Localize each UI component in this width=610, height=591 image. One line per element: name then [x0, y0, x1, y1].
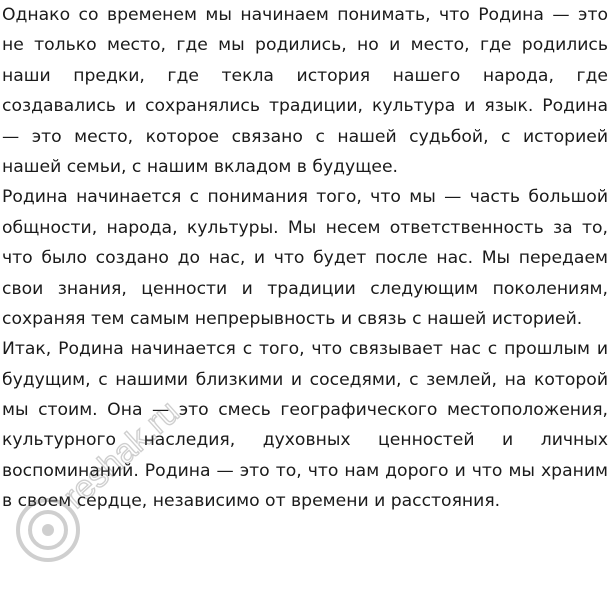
text-line: наши предки, где текла история нашего народа, где	[2, 65, 608, 86]
text-line: будущим, с нашими близкими и соседями, с землей, на которой	[2, 369, 608, 390]
paragraph-2	[2, 182, 608, 334]
text-line: не только место, где мы родились, но и место, где родились	[2, 35, 608, 56]
text-line: в своем сердце, независимо от времени и расстояния.	[2, 491, 501, 512]
text-line: воспоминаний. Родина — это то, что нам дорого и что мы храним	[2, 460, 608, 481]
text-line: Итак, Родина начинается с того, что связывает нас с прошлым и	[2, 339, 608, 360]
text-line: что было создано до нас, и что будет после нас. Мы передаем	[2, 248, 608, 269]
text-line: свои знания, ценности и традиции следующим поколениям,	[2, 278, 608, 299]
text-line: Родина начинается с понимания того, что мы — часть большой	[2, 187, 608, 208]
paragraph-3	[2, 334, 608, 516]
svg-text:reshak.ru: reshak.ru	[55, 392, 187, 516]
text-line: общности, народа, культуры. Мы несем ответственность за то,	[2, 217, 608, 238]
document-body	[2, 0, 608, 517]
text-line: — это место, которое связано с нашей судьбой, с историей	[2, 126, 608, 147]
text-line: мы стоим. Она — это смесь географического местоположения,	[2, 400, 608, 421]
text-line: сохраняя тем самым непрерывность и связь с нашей историей.	[2, 308, 583, 329]
text-line: культурного наследия, духовных ценностей и личных	[2, 430, 608, 451]
text-line: Однако со временем мы начинаем понимать, что Родина — это	[2, 5, 608, 25]
text-line: нашей семьи, с нашим вкладом в будущее.	[2, 156, 399, 177]
text-line: создавались и сохранялись традиции, культура и язык. Родина	[2, 96, 608, 117]
paragraph-1	[2, 0, 608, 182]
